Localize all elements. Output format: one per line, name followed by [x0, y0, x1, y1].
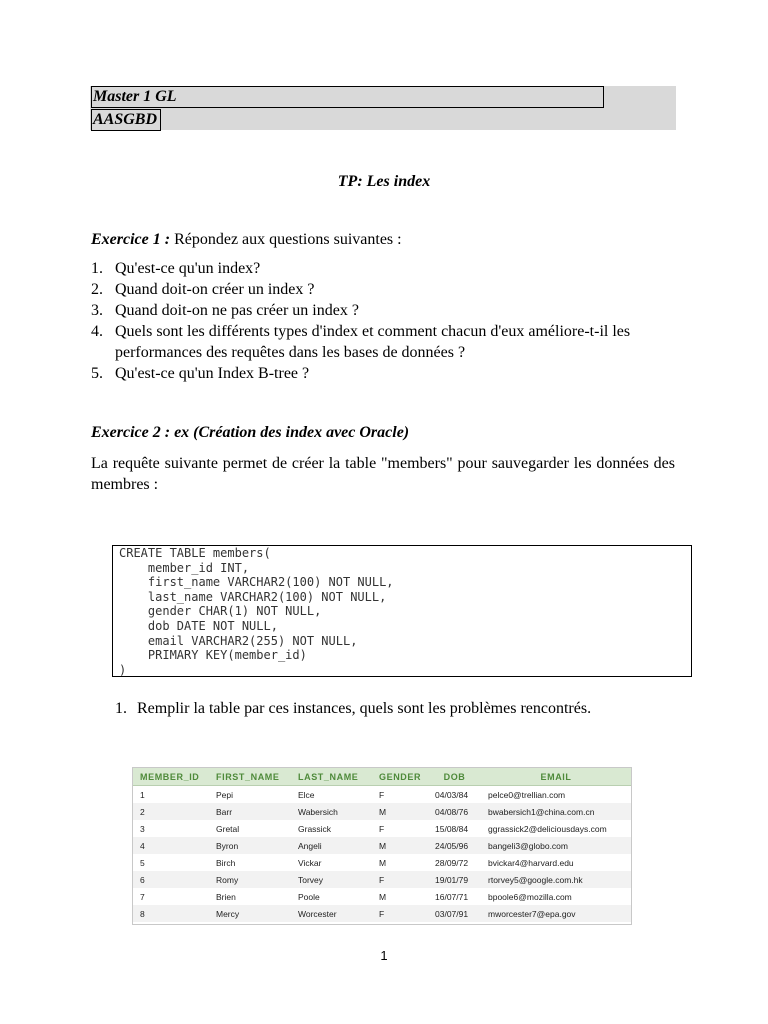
- table-cell: Mercy: [209, 905, 291, 922]
- table-cell: Gretal: [209, 820, 291, 837]
- table-cell: Pepi: [209, 786, 291, 804]
- table-cell: 1: [133, 786, 209, 804]
- table-cell: F: [372, 786, 428, 804]
- table-cell: Byron: [209, 837, 291, 854]
- list-number: 2.: [91, 281, 103, 298]
- table-cell: Worcester: [291, 905, 372, 922]
- table-cell: Barr: [209, 803, 291, 820]
- table-cell: M: [372, 837, 428, 854]
- exercise2-question-1: [115, 698, 591, 719]
- table-cell: Wabersich: [291, 803, 372, 820]
- table-cell: F: [372, 905, 428, 922]
- table-cell: 4: [133, 837, 209, 854]
- table-cell: ggrassick2@deliciousdays.com: [481, 820, 631, 837]
- members-data-table: [132, 767, 632, 925]
- table-cell: 6: [133, 871, 209, 888]
- table-cell: F: [372, 820, 428, 837]
- exercise2-label: Exercice 2 : ex (Création des index avec Oracle): [91, 424, 410, 441]
- column-header: FIRST_NAME: [209, 768, 291, 786]
- table-cell: M: [372, 803, 428, 820]
- table-row: [133, 786, 631, 804]
- question-text: Quand doit-on créer un index ?: [115, 281, 315, 298]
- table-row: [133, 905, 631, 922]
- table-cell: 03/07/91: [428, 905, 481, 922]
- table-cell: M: [372, 888, 428, 905]
- list-item: [91, 363, 675, 384]
- table-header-row: [133, 768, 631, 786]
- sql-code-block: [112, 545, 692, 677]
- column-header: EMAIL: [481, 768, 631, 786]
- table-cell: bvickar4@harvard.edu: [481, 854, 631, 871]
- question-text: Remplir la table par ces instances, quels sont les problèmes rencontrés.: [137, 700, 592, 717]
- table-cell: Elce: [291, 786, 372, 804]
- question-text: Quels sont les différents types d'index et comment chacun d'eux améliore-t-il les performances des requêtes dans les bases de données ?: [115, 323, 631, 361]
- list-item: [91, 300, 675, 321]
- column-header: MEMBER_ID: [133, 768, 209, 786]
- exercise1-question-list: [91, 258, 675, 384]
- table-cell: 04/08/76: [428, 803, 481, 820]
- members-table-body: [133, 786, 631, 923]
- exercise2-heading: [91, 422, 675, 443]
- table-row: [133, 837, 631, 854]
- list-number: 3.: [91, 302, 103, 319]
- list-item: [91, 321, 675, 363]
- column-header: DOB: [428, 768, 481, 786]
- table-cell: 8: [133, 905, 209, 922]
- table-cell: 15/08/84: [428, 820, 481, 837]
- table-cell: Grassick: [291, 820, 372, 837]
- table-cell: 19/01/79: [428, 871, 481, 888]
- table-cell: 16/07/71: [428, 888, 481, 905]
- exercise1-heading: [91, 229, 675, 250]
- question-text: Qu'est-ce qu'un index?: [115, 260, 261, 277]
- list-number: 1.: [115, 700, 127, 717]
- table-row: [133, 888, 631, 905]
- column-header: GENDER: [372, 768, 428, 786]
- table-cell: 7: [133, 888, 209, 905]
- page-number: 1: [380, 948, 388, 963]
- table-cell: rtorvey5@google.com.hk: [481, 871, 631, 888]
- table-cell: Brien: [209, 888, 291, 905]
- list-number: 4.: [91, 323, 103, 340]
- table-cell: Birch: [209, 854, 291, 871]
- table-cell: 28/09/72: [428, 854, 481, 871]
- table-cell: 24/05/96: [428, 837, 481, 854]
- exercise2-intro: La requête suivante permet de créer la table "members" pour sauvegarder les données des membres :: [91, 455, 675, 493]
- table-cell: Romy: [209, 871, 291, 888]
- table-cell: 5: [133, 854, 209, 871]
- question-text: Qu'est-ce qu'un Index B-tree ?: [115, 365, 310, 382]
- question-text: Quand doit-on ne pas créer un index ?: [115, 302, 359, 319]
- exercise1-intro: Répondez aux questions suivantes :: [170, 231, 402, 248]
- table-cell: Torvey: [291, 871, 372, 888]
- column-header: LAST_NAME: [291, 768, 372, 786]
- table-cell: F: [372, 871, 428, 888]
- table-cell: pelce0@trellian.com: [481, 786, 631, 804]
- table-cell: bwabersich1@china.com.cn: [481, 803, 631, 820]
- table-row: [133, 820, 631, 837]
- table-cell: 2: [133, 803, 209, 820]
- list-number: 5.: [91, 365, 103, 382]
- table-cell: 3: [133, 820, 209, 837]
- table-cell: bpoole6@mozilla.com: [481, 888, 631, 905]
- exercise1-label: Exercice 1 :: [91, 231, 171, 248]
- table-cell: mworcester7@epa.gov: [481, 905, 631, 922]
- table-cell: Vickar: [291, 854, 372, 871]
- table-row: [133, 803, 631, 820]
- module-code: AASGBD: [91, 109, 161, 131]
- table-cell: Poole: [291, 888, 372, 905]
- list-item: [91, 258, 675, 279]
- table-row: [133, 854, 631, 871]
- course-title: Master 1 GL: [91, 86, 604, 108]
- page-title: TP: Les index: [337, 173, 431, 190]
- table-cell: Angeli: [291, 837, 372, 854]
- table-cell: M: [372, 854, 428, 871]
- table-cell: 04/03/84: [428, 786, 481, 804]
- table-cell: bangeli3@globo.com: [481, 837, 631, 854]
- list-item: [91, 279, 675, 300]
- sql-code: CREATE TABLE members( member_id INT, first_name VARCHAR2(100) NOT NULL, last_name VARCHAR2(100) NOT NULL, gender CHAR(1) NOT NULL, dob DATE NOT NULL, email VARCHAR2(255) NOT NULL, PRIMARY KEY(member_id) ): [119, 546, 394, 677]
- list-number: 1.: [91, 260, 103, 277]
- table-row: [133, 871, 631, 888]
